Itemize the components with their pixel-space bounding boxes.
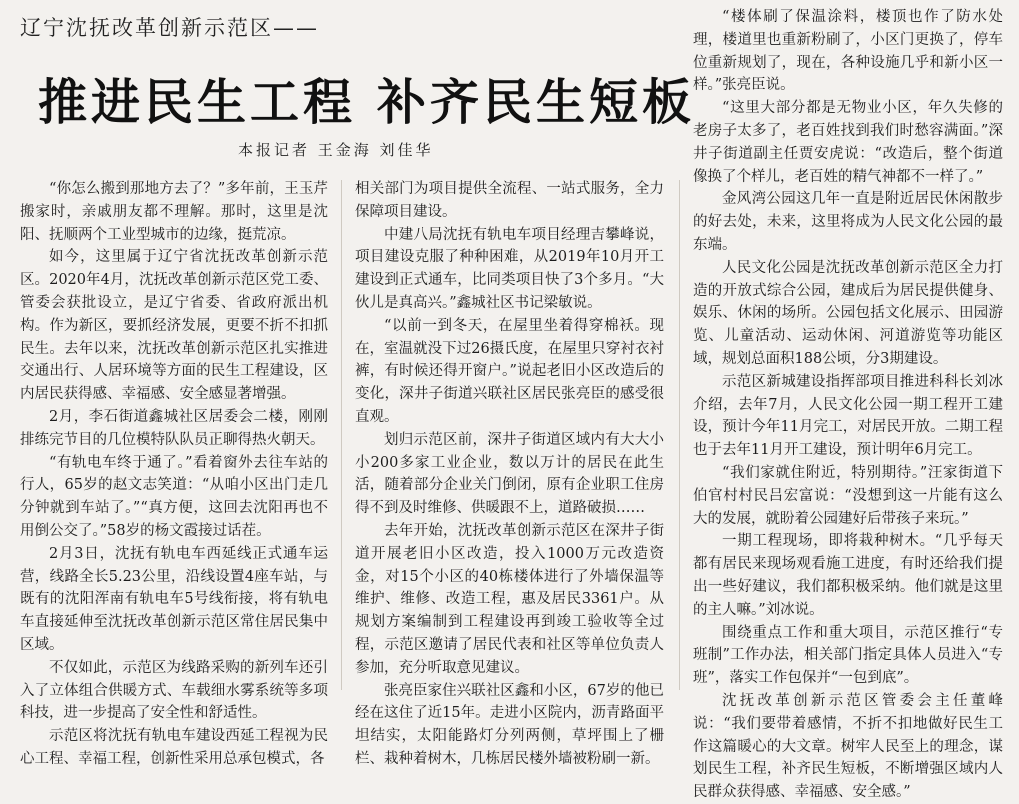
paragraph: 围绕重点工作和重大项目，示范区推行“专班制”工作办法，相关部门指定具体人员进入“专班”，落实工作包保并“一包到底”。	[693, 624, 1003, 687]
paragraph: 示范区将沈抚有轨电车建设西延工程视为民心工程、幸福工程，创新性采用总承包模式，各	[20, 728, 328, 767]
article-column-3	[693, 6, 1003, 801]
paragraph: 人民文化公园是沈抚改革创新示范区全力打造的开放式综合公园，建成后为居民提供健身、娱乐、休闲的场所。公园包括文化展示、田园游览、儿童活动、运动休闲、河道游览等功能区域，规划总面积188公顷，分3期建设。	[693, 259, 1003, 367]
paragraph: “这里大部分都是无物业小区，年久失修的老房子太多了，老百姓找到我们时愁容满面。”深井子街道副主任贾安虎说：“改造后，整个街道像换了个样儿，老百姓的精气神都不一样了。”	[693, 100, 1003, 185]
paragraph: 金风湾公园这几年一直是附近居民休闲散步的好去处，未来，这里将成为人民文化公园的最东端。	[693, 191, 1003, 253]
paragraph: “你怎么搬到那地方去了？”多年前，王玉芹搬家时，亲戚朋友都不理解。那时，这里是沈阳、抚顺两个工业型城市的边缘，挺荒凉。	[20, 181, 328, 243]
paragraph: 2月，李石街道鑫城社区居委会二楼，刚刚排练完节目的几位模特队队员正聊得热火朝天。	[20, 408, 328, 448]
article-headline: 推进民生工程 补齐民生短板	[38, 74, 696, 131]
paragraph: 沈抚改革创新示范区管委会主任董峰说：“我们要带着感情，不折不扣地做好民生工作这篇暖心的大文章。树牢人民至上的理念，谋划民生工程，补齐民生短板，不断增强区域内人民群众获得感、幸福感、安全感。”	[693, 692, 1003, 801]
paragraph: 不仅如此，示范区为线路采购的新列车还引入了立体组合供暖方式、车载细水雾系统等多项科技，进一步提高了安全性和舒适性。	[20, 659, 328, 722]
paragraph: 2月3日，沈抚有轨电车西延线正式通车运营，线路全长5.23公里，沿线设置4座车站，与既有的沈阳浑南有轨电车5号线衔接，将有轨电车直接延伸至沈抚改革创新示范区常住居民集中区域。	[20, 545, 328, 653]
article-kicker: 辽宁沈抚改革创新示范区——	[20, 16, 319, 40]
column-divider	[679, 180, 680, 690]
paragraph: “有轨电车终于通了。”看着窗外去往车站的行人，65岁的赵文志笑道：“从咱小区出门走几分钟就到车站了。”“真方便，这回去沈阳再也不用倒公交了。”58岁的杨文霞接过话茬。	[20, 454, 328, 539]
column-divider	[341, 180, 342, 690]
article-column-2	[355, 178, 664, 767]
paragraph: 中建八局沈抚有轨电车项目经理吉攀峰说，项目建设克服了种种困难，从2019年10月开工建设到正式通车，比同类项目快了3个多月。“大伙儿是真高兴。”鑫城社区书记梁敏说。	[355, 226, 664, 311]
paragraph: 划归示范区前，深井子街道区域内有大大小小200多家工业企业，数以万计的居民在此生活，随着部分企业关门倒闭，原有企业职工住房得不到及时维修、供暖跟不上，道路破损……	[355, 431, 664, 517]
paragraph-continued: 相关部门为项目提供全流程、一站式服务，全力保障项目建设。	[355, 181, 664, 220]
paragraph: “以前一到冬天，在屋里坐着得穿棉袄。现在，室温就没下过26摄氏度，在屋里只穿衬衣衬裤，有时候还得开窗户。”说起老旧小区改造后的变化，深井子街道兴联社区居民张亮臣的感受很直观。	[355, 317, 664, 425]
paragraph: 一期工程现场，即将栽种树木。“几乎每天都有居民来现场观看施工进度，有时还给我们提出一些好建议，我们都积极采纳。他们就是这里的主人嘛。”刘冰说。	[693, 533, 1003, 618]
paragraph: 如今，这里属于辽宁省沈抚改革创新示范区。2020年4月，沈抚改革创新示范区党工委、管委会获批设立，是辽宁省委、省政府派出机构。作为新区，要抓经济发展，更要不折不扣抓民生。去年以来，沈抚改革创新示范区扎实推进交通出行、人居环境等方面的民生工程建设，区内居民获得感、幸福感、安全感显著增强。	[20, 249, 328, 403]
article-byline: 本报记者 王金海 刘佳华	[238, 141, 434, 159]
paragraph: 张亮臣家住兴联社区鑫和小区，67岁的他已经在这住了近15年。走进小区院内，沥青路面平坦结实，太阳能路灯分列两侧，草坪围上了栅栏、栽种着树木，几栋居民楼外墙被粉刷一新。	[355, 682, 664, 767]
article-column-1	[20, 178, 328, 767]
paragraph: “楼体刷了保温涂料，楼顶也作了防水处理，楼道里也重新粉刷了，小区门更换了，停车位重新规划了，现在，各种设施几乎和新小区一样。”张亮臣说。	[693, 9, 1003, 94]
paragraph: 去年开始，沈抚改革创新示范区在深井子街道开展老旧小区改造，投入1000万元改造资金，对15个小区的40栋楼体进行了外墙保温等维护、维修、改造工程，惠及居民3361户。从规划方案编制到工程建设再到竣工验收等全过程，示范区邀请了居民代表和社区等单位负责人参加，充分听取意见建议。	[355, 522, 664, 676]
paragraph: “我们家就住附近，特别期待。”汪家街道下伯官村村民吕宏富说：“没想到这一片能有这么大的发展，就盼着公园建好后带孩子来玩。”	[693, 464, 1003, 527]
paragraph: 示范区新城建设指挥部项目推进科科长刘冰介绍，去年7月，人民文化公园一期工程开工建设，预计今年11月完工，对居民开放。二期工程也于去年11月开工建设，预计明年6月完工。	[693, 373, 1003, 459]
